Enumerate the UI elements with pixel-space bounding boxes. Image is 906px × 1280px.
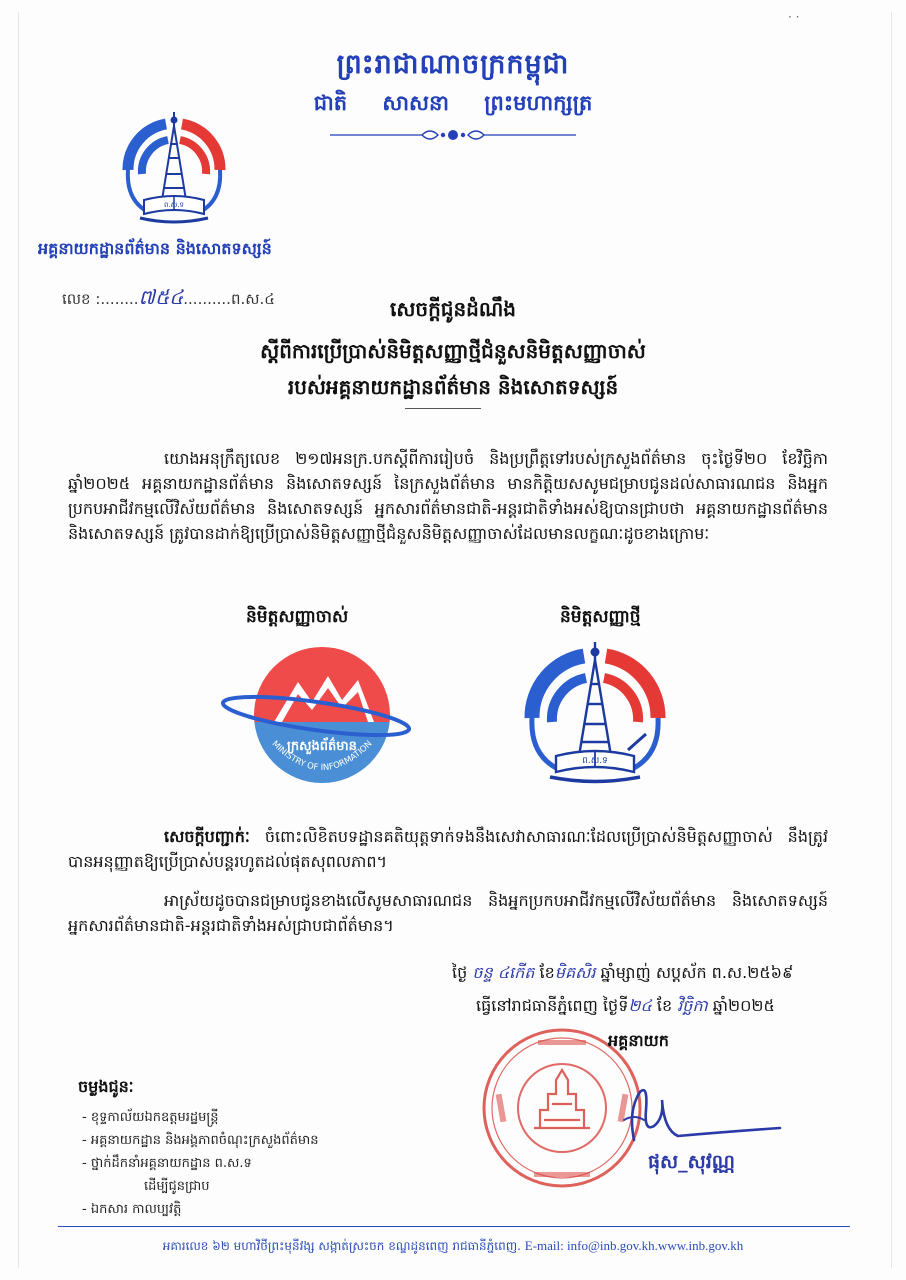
cc-item: - អគ្គនាយកដ្ឋាន និងអង្គភាពចំណុះក្រសួងព័ត៌មាន <box>82 1133 319 1148</box>
signatory-title: អគ្គនាយក <box>608 1031 669 1050</box>
title-divider <box>405 408 481 409</box>
cc-list <box>82 1106 318 1221</box>
department-name: អគ្គនាយកដ្ឋានព័ត៌មាន និងសោតទស្សន៍ <box>38 239 272 258</box>
ref-suffix: ..........ព.ស.៤ <box>183 290 275 308</box>
ref-prefix: លេខ :........ <box>62 290 139 308</box>
body-paragraph-1: យោងអនុក្រឹត្យលេខ ២១៧អនក្រ.បក​ស្តីពីការរៀបចំ និងប្រព្រឹត្តទៅរបស់ក្រសួងព័ត៌មាន ចុះថ្ងៃទី២០ ខែវិច្ឆិកា ឆ្នាំ២០២៥ អគ្គនាយកដ្ឋានព័ត៌មាន និងសោតទស្សន៍ នៃក្រសួងព័ត៌មាន មានកិត្តិយសសូមជម្រាបជូនដល់សាធារណជន និងអ្នកប្រកបអាជីវកម្មលើវិស័យព័ត៌មាន និងសោតទស្សន៍ អ្នកសារព័ត៌មានជាតិ-អន្តរជាតិទាំងអស់ឱ្យបានជ្រាបថា អគ្គនាយកដ្ឋានព័ត៌មាន និងសោតទស្សន៍ ត្រូវបានដាក់ឱ្យប្រើប្រាស់និមិត្តសញ្ញាថ្មីជំនួសនិមិត្តសញ្ញាចាស់ដែលមានលក្ខណៈដូចខាងក្រោមៈ <box>68 449 828 543</box>
handwritten-signature <box>604 1070 784 1150</box>
notice-title: សេចក្តីជូនដំណឹង <box>390 297 516 321</box>
notice-subject-line2: របស់អគ្គនាយកដ្ឋានព័ត៌មាន និងសោតទស្សន៍ <box>287 375 619 399</box>
department-logo <box>118 108 230 230</box>
old-logo-khmer-text: ក្រសួងព័ត៌មាន <box>287 739 357 754</box>
old-logo-label: និមិត្តសញ្ញាចាស់ <box>246 607 349 627</box>
cc-item: ដើម្បីជូនជ្រាប <box>144 1179 210 1194</box>
footer-contact <box>0 1238 906 1256</box>
note-label: សេចក្តីបញ្ជាក់ៈ <box>164 827 250 846</box>
cc-item: - ថ្នាក់ដឹកនាំអគ្គនាយកដ្ឋាន ព.ស.ទ <box>82 1156 252 1171</box>
lunar-suffix: ឆ្នាំម្សាញ់ សប្តស័ក ព.ស.២៥៦៩ <box>595 963 794 982</box>
closing-paragraph: អាស្រ័យដូចបានជម្រាបជូនខាងលើសូមសាធារណជន និងអ្នកប្រកបអាជីវកម្មលើវិស័យព័ត៌មាន និងសោតទស្សន៍ អ្នកសារព័ត៌មានជាតិ-អន្តរជាតិទាំងអស់ជ្រាបជាព័ត៌មាន។ <box>68 891 828 935</box>
lunar-mid: ខែ <box>534 963 555 982</box>
new-logo <box>520 638 670 784</box>
cc-item: - ឯកសារ កាលប្បវត្តិ <box>82 1202 182 1217</box>
notice-subject-line1: ស្តីពីការប្រើប្រាស់និមិត្តសញ្ញាថ្មីជំនួសនិមិត្តសញ្ញាចាស់ <box>260 339 646 363</box>
old-logo-english-text: MINISTRY OF INFORMATION <box>269 739 375 774</box>
new-logo-book-text: ព.ស.ទ <box>582 756 608 766</box>
lunar-month-handwritten: មិគសិរ <box>554 963 596 982</box>
cc-item: - ខុទ្ទកាល័យឯកឧត្តមរដ្ឋមន្ត្រី <box>82 1110 219 1125</box>
solar-suffix: ឆ្នាំ២០២៥ <box>707 996 775 1015</box>
solar-day-handwritten: ២៤ <box>628 996 652 1015</box>
ornament-divider-icon <box>330 124 576 146</box>
note-paragraph <box>68 824 828 874</box>
footer-address: អគារលេខ ៦២ មហាវិថីព្រះមុនីវង្ស សង្កាត់ស្រះចក ខណ្ឌដូនពេញ រាជធានីភ្នំពេញ. <box>162 1239 525 1253</box>
ref-number: ៧៥៤ <box>138 285 184 309</box>
footer-divider <box>58 1226 850 1227</box>
solar-prefix: ធ្វើនៅរាជធានីភ្នំពេញ ថ្ងៃទី <box>476 996 629 1015</box>
logo-book-text: ព.ស.ទ <box>163 201 185 209</box>
old-logo <box>218 640 414 790</box>
corner-mark: · · <box>788 10 800 24</box>
lunar-date <box>452 962 793 986</box>
lunar-prefix: ថ្ងៃ <box>452 963 473 982</box>
solar-mid: ខែ <box>651 996 678 1015</box>
solar-month-handwritten: វិច្ឆិកា <box>677 996 708 1015</box>
signatory-name: ផុស_សុវណ្ណ <box>648 1151 735 1173</box>
note-text: ចំពោះលិខិតបទដ្ឋានគតិយុត្តទាក់ទងនឹងសេវាសាធារណៈដែលប្រើប្រាស់និមិត្តសញ្ញាចាស់ នឹងត្រូវបានអនុញ្ញាតឱ្យប្រើប្រាស់បន្តរហូតដល់ផុតសុពលភាព។ <box>68 827 828 871</box>
cc-heading: ចម្លងជូនៈ <box>78 1077 134 1096</box>
solar-date <box>476 995 775 1019</box>
national-motto: ជាតិ សាសនា ព្រះមហាក្សត្រ <box>313 91 593 115</box>
kingdom-heading: ព្រះរាជាណាចក្រកម្ពុជា <box>336 49 570 80</box>
lunar-day-handwritten: ចន្ទ ៤កើត <box>472 963 535 982</box>
new-logo-label: និមិត្តសញ្ញាថ្មី <box>560 607 641 627</box>
footer-email-web: E-mail: info@inb.gov.kh.www.inb.gov.kh <box>524 1238 744 1253</box>
